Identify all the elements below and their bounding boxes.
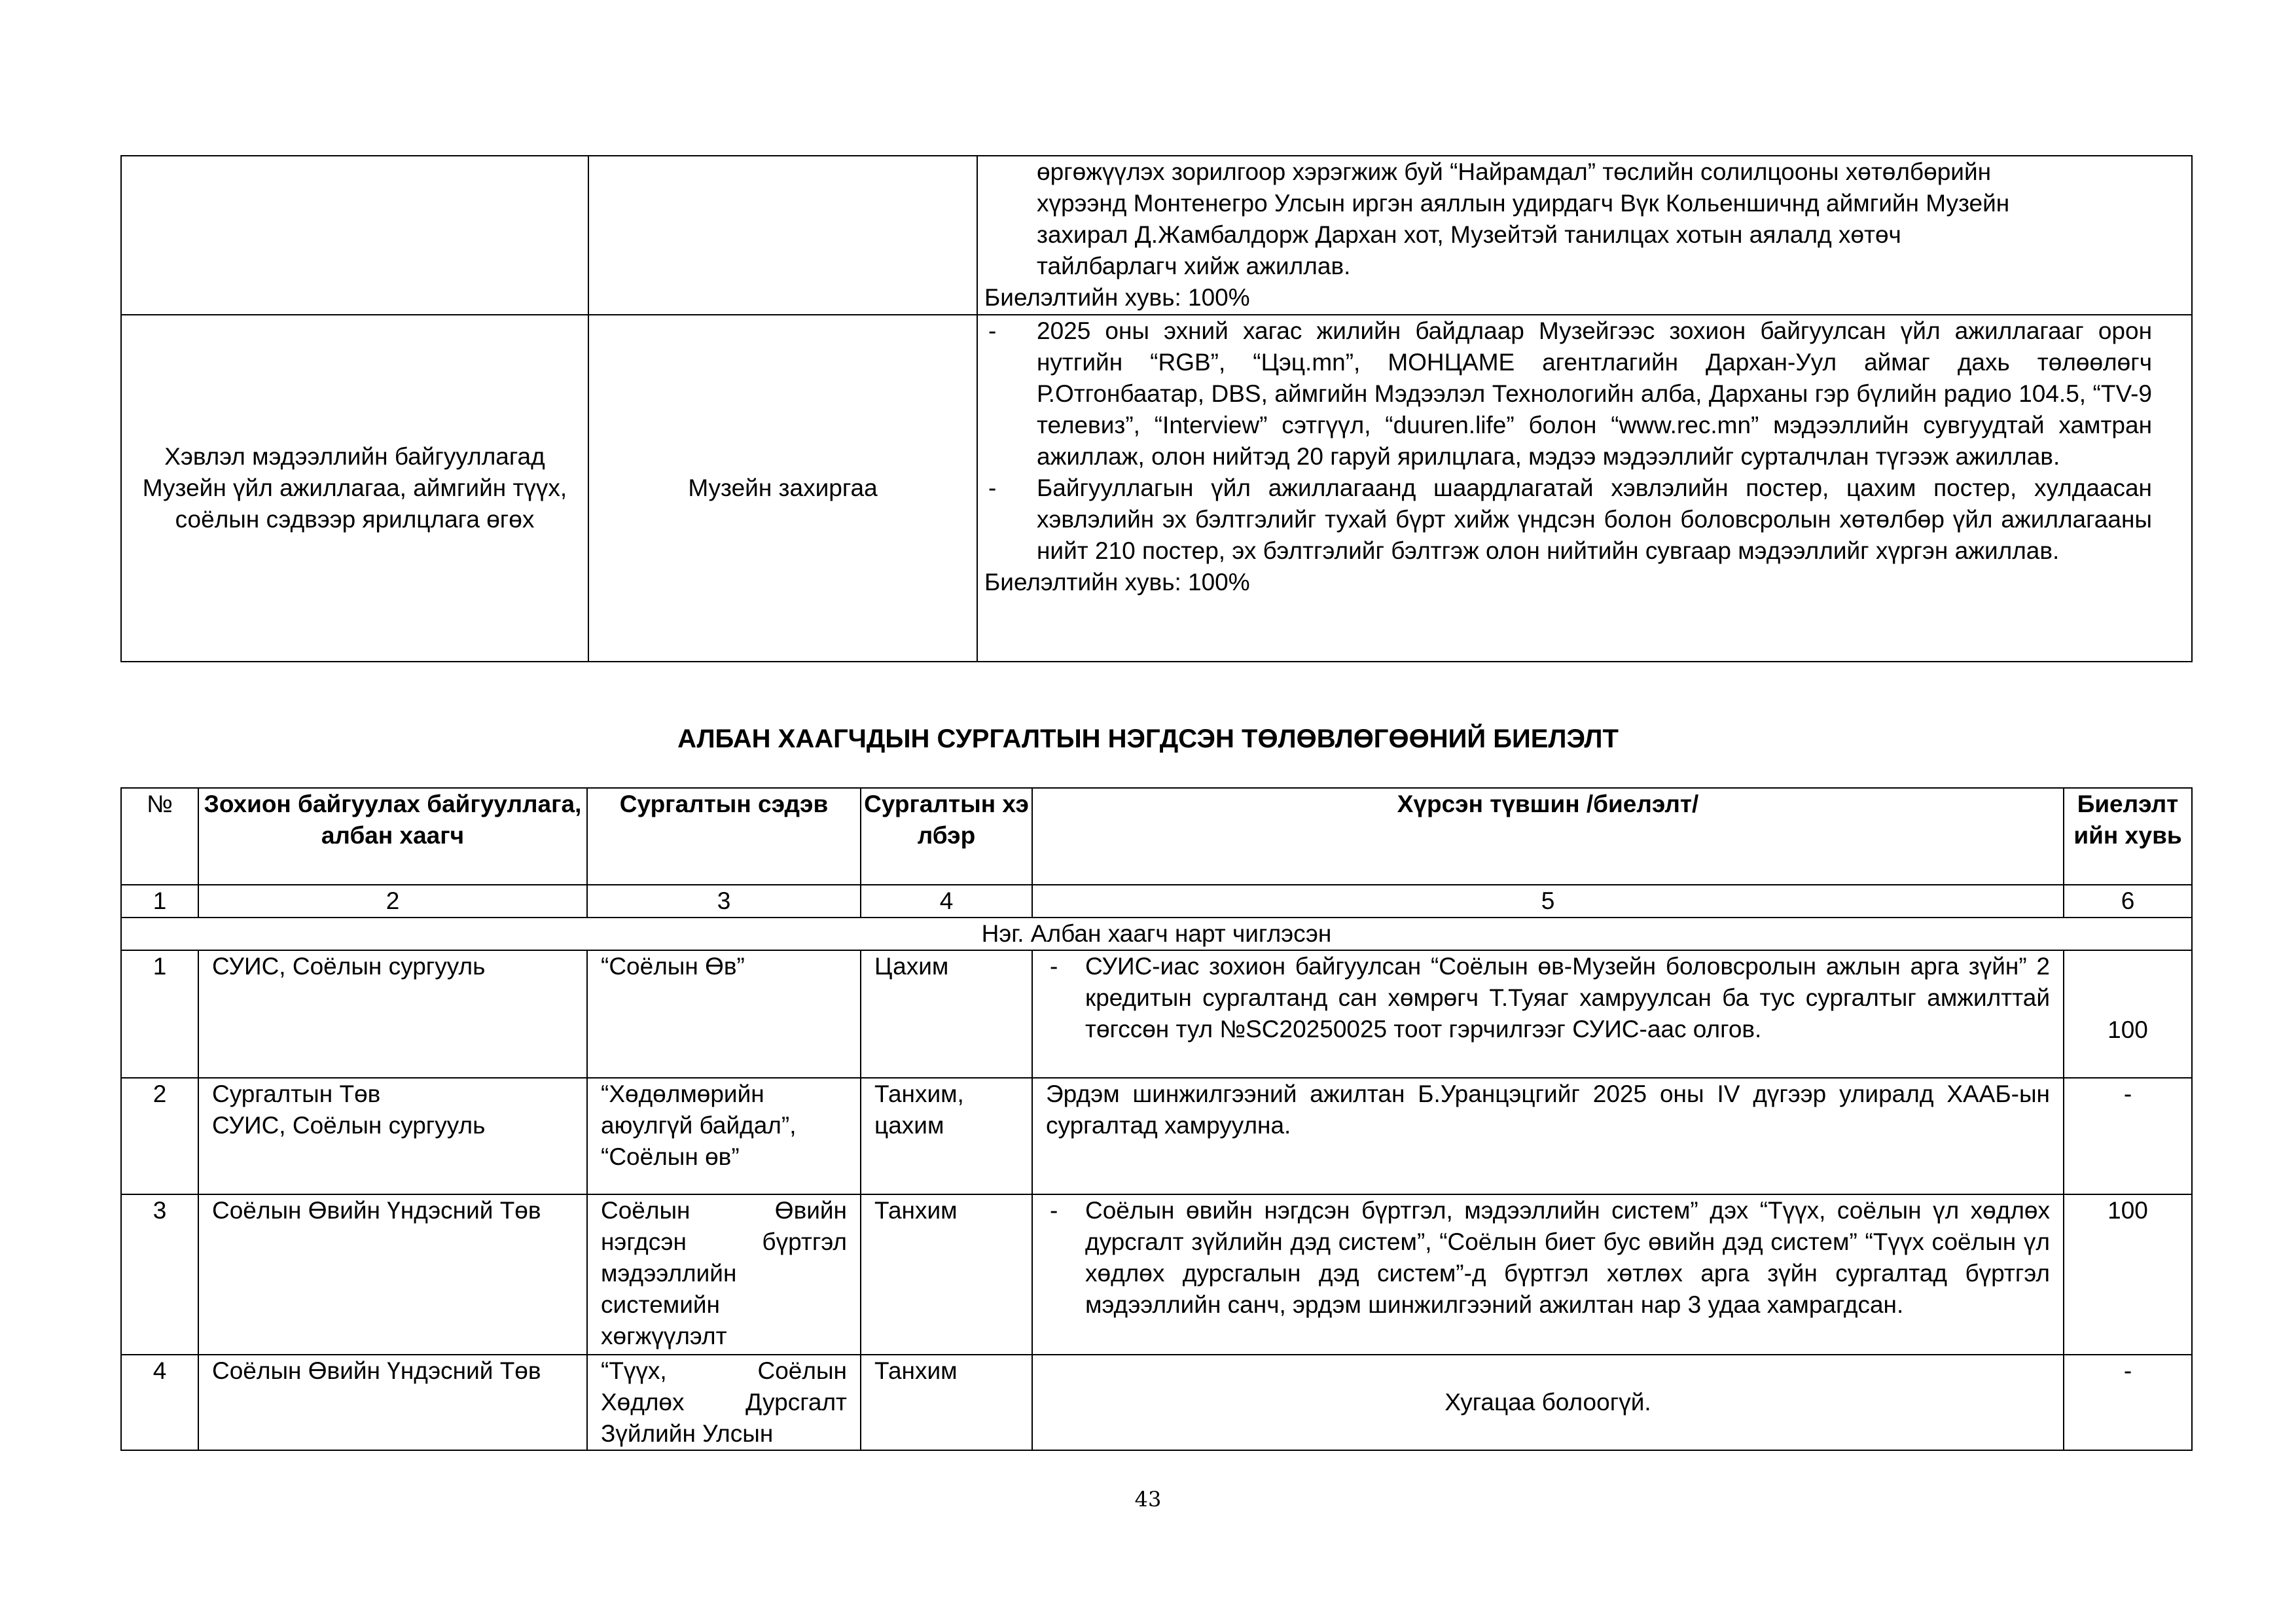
- list-item: - Байгууллагын үйл ажиллагаанд шаардлагатай хэвлэлийн постер, цахим постер, хулдаасан хэвлэлийн эх бэлтгэлийг тухай бүрт хийж үндсэн болон боловсролын хөтөлбөр үйл ажиллагааны нийт 210 постер, эх бэлтгэлийг бэлтгэж олон нийтийн сувгаар мэдээллийг хүргэн ажиллав.: [984, 473, 2152, 567]
- table-row: [121, 1355, 2192, 1450]
- subheading: Нэг. Албан хаагч нарт чиглэсэн: [121, 918, 2192, 950]
- training-topic: “Хөдөлмөрийн аюулгүй байдал”, “Соёлын өв”: [587, 1078, 861, 1194]
- table-cell: [121, 156, 588, 315]
- organizer: Соёлын Өвийн Үндэсний Төв: [198, 1194, 587, 1355]
- training-topic: Соёлын Өвийн нэгдсэн бүртгэл мэдээллийн системийн хөгжүүлэлт: [587, 1194, 861, 1355]
- text-line: захирал Д.Жамбалдорж Дархан хот, Музейтэй танилцах хотын аялалд хөтөч: [1037, 221, 1901, 248]
- column-header: Биелэлтийн хувь: [2064, 788, 2192, 885]
- organizer-line: СУИС, Соёлын сургууль: [212, 1112, 486, 1139]
- column-number: 5: [1032, 885, 2064, 918]
- table-row: [121, 950, 2192, 1078]
- column-header: Сургалтын сэдэв: [587, 788, 861, 885]
- section-title: АЛБАН ХААГЧДЫН СУРГАЛТЫН НЭГДСЭН ТӨЛӨВЛӨГӨӨНИЙ БИЕЛЭЛТ: [677, 724, 1619, 753]
- training-form: Танхим: [861, 1355, 1032, 1450]
- training-form: Танхим: [861, 1194, 1032, 1355]
- training-topic: “Түүх, Соёлын Хөдлөх Дурсгалт Зүйлийн Улсын: [587, 1355, 861, 1450]
- training-table: [120, 787, 2193, 1451]
- row-number: 1: [121, 950, 198, 1078]
- list-item: - 2025 оны эхний хагас жилийн байдлаар Музейгээс зохион байгуулсан үйл ажиллагааг орон нутгийн “RGB”, “Цэц.mn”, МОНЦАМЕ агентлагийн Дархан-Уул аймаг дахь төлөөлөгч Р.Отгонбаатар, DBS, аймгийн Мэдээлэл Технологийн алба, Дарханы гэр бүлийн радио 104.5, “TV-9 телевиз”, “Interview” сэтгүүл, “duuren.life” болон “www.rec.mn” мэдээллийн сувгуудтай хамтран ажиллаж, олон нийтэд 20 гаруй ярилцлага, мэдээ мэдээллийг сурталчлан түгээж ажиллав.: [984, 315, 2152, 473]
- responsible-unit: Музейн захиргаа: [588, 315, 977, 662]
- completion-percent: 100: [2064, 950, 2192, 1078]
- table-cell: [977, 156, 2192, 315]
- column-header: №: [121, 788, 198, 885]
- result-list: [984, 315, 2152, 567]
- activity-result: [977, 315, 2192, 662]
- training-form: Танхим, цахим: [861, 1078, 1032, 1194]
- organizer: СУИС, Соёлын сургууль: [198, 950, 587, 1078]
- column-number: 1: [121, 885, 198, 918]
- completion-percent: Биелэлтийн хувь: 100%: [984, 569, 1250, 596]
- text-line: хүрээнд Монтенегро Улсын иргэн аяллын удирдагч Вүк Кольеншичнд аймгийн Музейн: [1037, 190, 2010, 217]
- table-header-row: [121, 788, 2192, 885]
- training-form: Цахим: [861, 950, 1032, 1078]
- table-row: [121, 156, 2192, 315]
- column-header: Сургалтын хэлбэр: [861, 788, 1032, 885]
- row-number: 2: [121, 1078, 198, 1194]
- column-number: 4: [861, 885, 1032, 918]
- page-number: 43: [1134, 1487, 1162, 1512]
- table-row: [121, 1078, 2192, 1194]
- completion-percent: -: [2064, 1355, 2192, 1450]
- row-number: 3: [121, 1194, 198, 1355]
- list-item: - СУИС-иас зохион байгуулсан “Соёлын өв-Музейн боловсролын ажлын арга зүйн” 2 кредитын сургалтанд сан хөмрөгч Т.Туяаг хамруулсан ба тус сургалтыг амжилттай төгссөн тул №SC20250025 тоот гэрчилгээг СУИС-аас олгов.: [1046, 951, 2050, 1045]
- completion-percent: 100: [2064, 1194, 2192, 1355]
- training-result: [1032, 1194, 2064, 1355]
- subheading-row: [121, 918, 2192, 950]
- column-number: 6: [2064, 885, 2192, 918]
- training-result: Эрдэм шинжилгээний ажилтан Б.Уранцэцгийг 2025 оны IV дүгээр улиралд ХААБ-ын сургалтад хамруулна.: [1032, 1078, 2064, 1194]
- column-number: 3: [587, 885, 861, 918]
- table-cell: [588, 156, 977, 315]
- training-topic: “Соёлын Өв”: [587, 950, 861, 1078]
- completion-percent: Биелэлтийн хувь: 100%: [984, 284, 1250, 311]
- text-line: тайлбарлагч хийж ажиллав.: [1037, 253, 1351, 279]
- organizer-line: Сургалтын Төв: [212, 1080, 381, 1107]
- organizer: [198, 1078, 587, 1194]
- column-number-row: [121, 885, 2192, 918]
- text-line: өргөжүүлэх зорилгоор хэрэгжиж буй “Найрамдал” төслийн солилцооны хөтөлбөрийн: [1037, 158, 1992, 185]
- training-result: [1032, 950, 2064, 1078]
- column-header: Хүрсэн түвшин /биелэлт/: [1032, 788, 2064, 885]
- row-number: 4: [121, 1355, 198, 1450]
- activity-table: [120, 155, 2193, 662]
- column-header: Зохион байгуулах байгууллага, албан хаагч: [198, 788, 587, 885]
- table-row: [121, 1194, 2192, 1355]
- list-item: - Соёлын өвийн нэгдсэн бүртгэл, мэдээллийн систем” дэх “Түүх, соёлын үл хөдлөх дурсгалт зүйлийн дэд систем”, “Соёлын биет бус өвийн дэд систем” “Түүх соёлын үл хөдлөх дурсгалын дэд систем”-д бүртгэл хөтлөх арга зүйн сургалтад бүртгэл мэдээллийн санч, эрдэм шинжилгээний ажилтан нар 3 удаа хамрагдсан.: [1046, 1195, 2050, 1321]
- completion-percent: -: [2064, 1078, 2192, 1194]
- table-row: [121, 315, 2192, 662]
- column-number: 2: [198, 885, 587, 918]
- activity-name: Хэвлэл мэдээллийн байгууллагад Музейн үйл ажиллагаа, аймгийн түүх, соёлын сэдвээр ярилцлага өгөх: [121, 315, 588, 662]
- training-result: Хугацаа болоогүй.: [1032, 1355, 2064, 1450]
- organizer: Соёлын Өвийн Үндэсний Төв: [198, 1355, 587, 1450]
